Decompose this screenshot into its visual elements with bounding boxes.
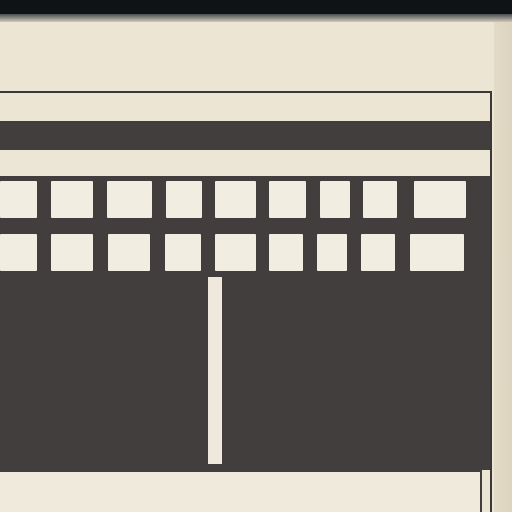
window xyxy=(165,234,201,271)
window xyxy=(51,234,93,271)
window xyxy=(51,181,93,218)
window xyxy=(410,234,464,271)
book-binding-edge xyxy=(0,0,512,14)
door-seam xyxy=(208,277,222,464)
roof-band xyxy=(0,150,490,176)
page-margin xyxy=(494,22,512,512)
window xyxy=(215,234,256,271)
binding-shadow xyxy=(0,14,512,22)
window xyxy=(108,234,150,271)
base-band xyxy=(0,470,482,512)
window xyxy=(107,181,152,218)
window xyxy=(215,181,256,218)
window xyxy=(363,181,397,218)
window xyxy=(269,234,303,271)
window xyxy=(166,181,202,218)
window xyxy=(0,234,37,271)
window xyxy=(414,181,466,218)
window xyxy=(361,234,395,271)
window xyxy=(320,181,350,218)
window xyxy=(269,181,306,218)
window xyxy=(317,234,347,271)
window xyxy=(0,181,37,218)
